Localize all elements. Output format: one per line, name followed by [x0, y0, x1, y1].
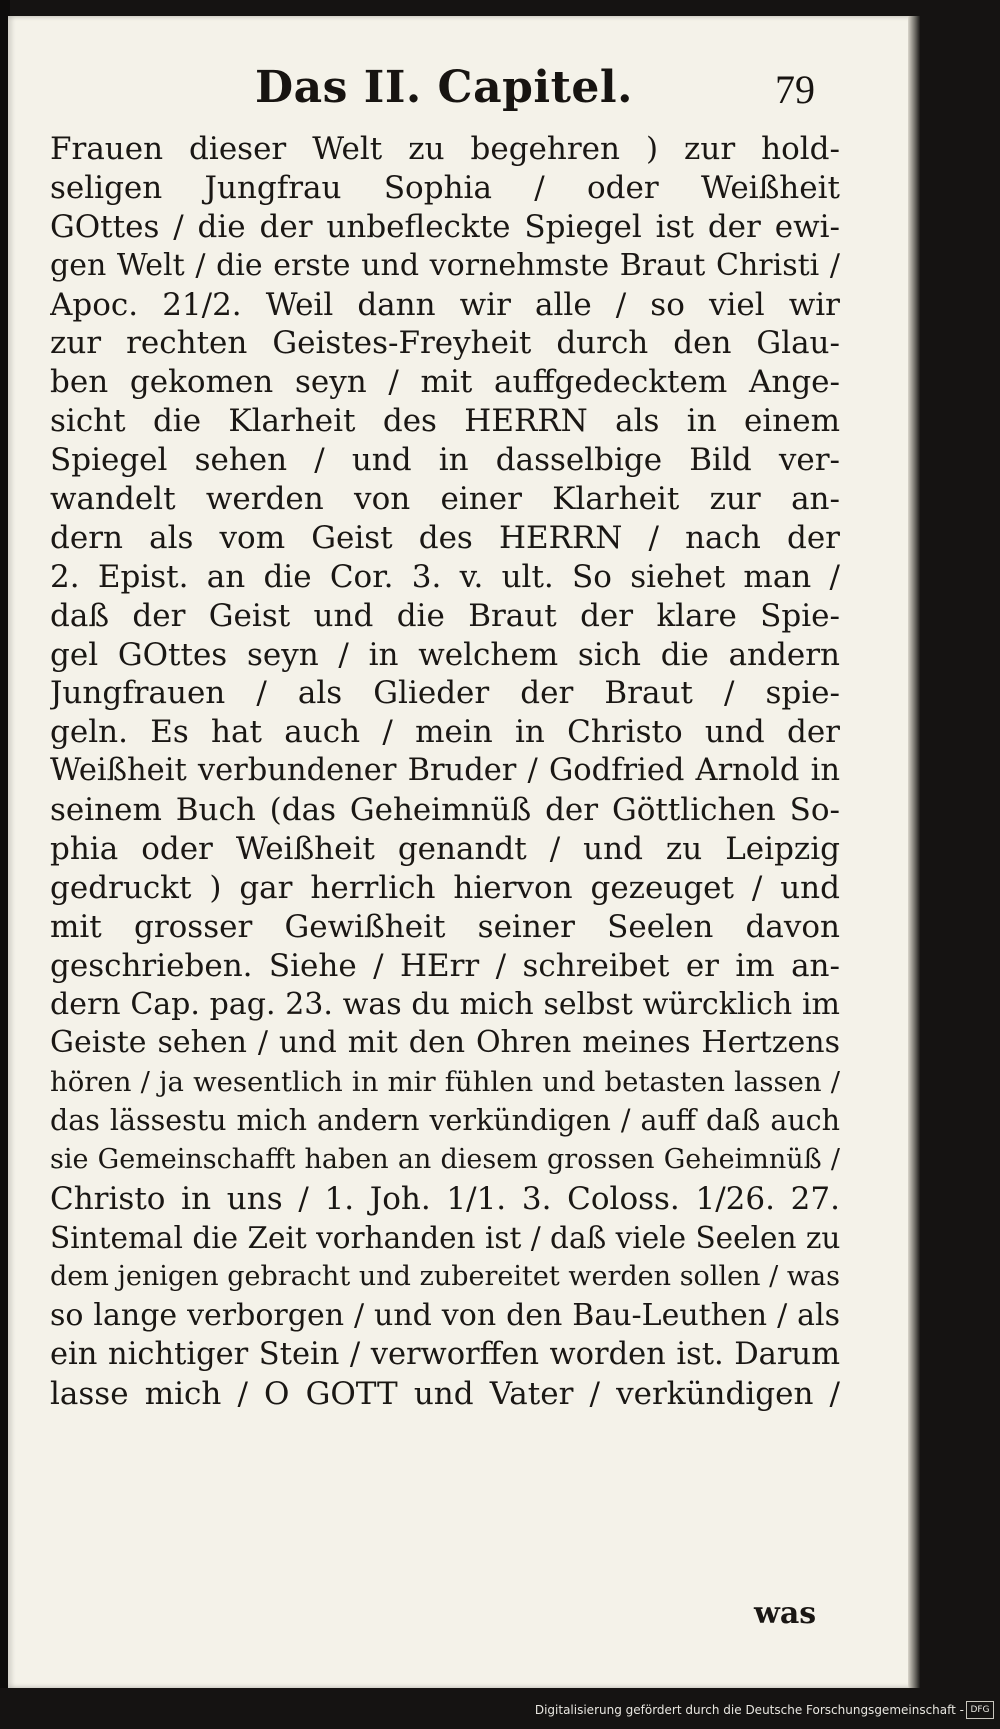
text-line: Spiegel sehen / und in dasselbige Bild ver-: [50, 442, 840, 479]
text-line: seinem Buch (das Geheimnüß der Göttlichen So-: [50, 792, 840, 829]
text-line: Jungfrauen / als Glieder der Braut / spie-: [50, 675, 840, 712]
text-line: phia oder Weißheit genandt / und zu Leipzig: [50, 831, 840, 868]
text-line: seligen Jungfrau Sophia / oder Weißheit: [50, 169, 840, 206]
text-line: sie Gemeinschafft haben an diesem grossen Geheimnüß /: [50, 1144, 840, 1176]
text-line: gen Welt / die erste und vornehmste Braut Christi /: [50, 247, 840, 283]
text-line: geschrieben. Siehe / HErr / schreibet er im an-: [50, 947, 840, 984]
text-line: ben gekomen seyn / mit auffgedecktem Ange-: [50, 364, 840, 401]
text-line: sicht die Klarheit des HERRN als in einem: [50, 403, 840, 440]
text-line: dern als vom Geist des HERRN / nach der: [50, 519, 840, 556]
text-line: GOttes / die der unbefleckte Spiegel ist der ewi-: [50, 208, 840, 245]
text-line: hören / ja wesentlich in mir fühlen und betasten lassen /: [50, 1066, 840, 1099]
text-line: geln. Es hat auch / mein in Christo und der: [50, 714, 840, 751]
text-line: Apoc. 21/2. Weil dann wir alle / so viel wir: [50, 286, 840, 323]
text-line: das lässestu mich andern verkündigen / auff daß auch: [50, 1104, 840, 1138]
text-line: dern Cap. pag. 23. was du mich selbst würcklich im: [50, 986, 840, 1022]
text-line: dem jenigen gebracht und zubereitet werden sollen / was: [50, 1260, 840, 1292]
text-line: 2. Epist. an die Cor. 3. v. ult. So siehet man /: [50, 558, 840, 595]
funding-credit: Digitalisierung gefördert durch die Deutsche Forschungsgemeinschaft -: [534, 1703, 964, 1717]
page-number: 79: [775, 67, 815, 112]
text-line: daß der Geist und die Braut der klare Spie-: [50, 597, 840, 634]
running-title: Das II. Capitel.: [255, 62, 633, 113]
text-line: ein nichtiger Stein / verworffen worden ist. Darum: [50, 1336, 840, 1372]
dfg-logo: DFG: [966, 1701, 994, 1719]
text-line: Christo in uns / 1. Joh. 1/1. 3. Coloss. 1/26. 27.: [50, 1181, 840, 1218]
text-line: gedruckt ) gar herrlich hiervon gezeuget / und: [50, 869, 840, 906]
page-gutter-shadow: [908, 16, 920, 1688]
text-line: wandelt werden von einer Klarheit zur an-: [50, 481, 840, 518]
text-line: Frauen dieser Welt zu begehren ) zur hold-: [50, 131, 840, 167]
text-line: lasse mich / O GOTT und Vater / verkündigen /: [50, 1375, 840, 1412]
text-line: zur rechten Geistes-Freyheit durch den Glau-: [50, 325, 840, 362]
text-line: Geiste sehen / und mit den Ohren meines Hertzens: [50, 1025, 840, 1061]
page-header: [255, 62, 835, 122]
body-text: [50, 130, 840, 1413]
text-line: gel GOttes seyn / in welchem sich die andern: [50, 636, 840, 673]
text-line: Sintemal die Zeit vorhanden ist / daß viele Seelen zu: [50, 1220, 840, 1255]
text-line: so lange verborgen / und von den Bau-Leuthen / als: [50, 1297, 840, 1333]
text-line: mit grosser Gewißheit seiner Seelen davon: [50, 908, 840, 945]
text-line: Weißheit verbundener Bruder / Godfried Arnold in: [50, 753, 840, 789]
catchword: was: [754, 1596, 817, 1631]
